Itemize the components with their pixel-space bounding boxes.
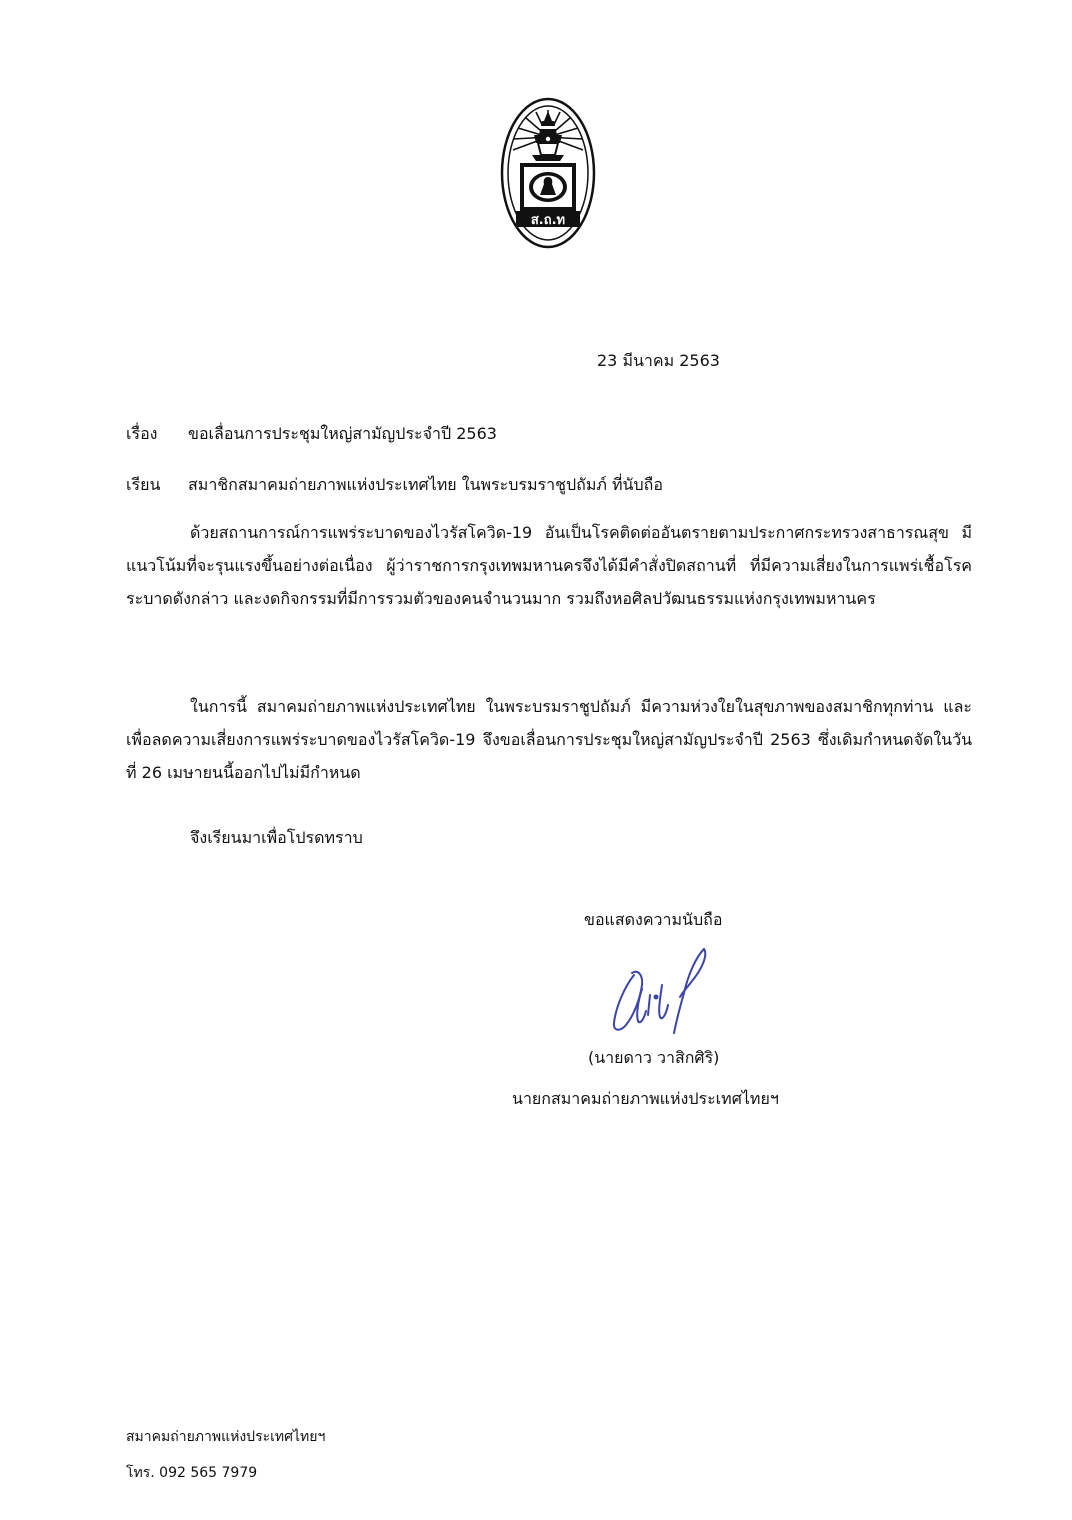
emblem-lettering: ส.ถ.ท [530,213,566,228]
footer-organization: สมาคมถ่ายภาพแห่งประเทศไทยฯ [126,1429,326,1445]
footer-phone: โทร. 092 565 7979 [126,1465,258,1481]
association-emblem-icon [500,97,596,249]
recipient-line [126,473,663,498]
recipient-label: เรียน [126,475,161,494]
body-paragraph-1: ด้วยสถานการณ์การแพร่ระบาดของไวรัสโควิด-19 อันเป็นโรคติดต่ออันตรายตามประกาศกระทรวงสาธารณสุข มีแนวโน้มที่จะรุนแรงขึ้นอย่างต่อเนื่อง ผู้ว่าราชการกรุงเทพมหานครจึงได้มีคำสั่งปิดสถานที่ ที่มีความเสี่ยงในการแพร่เชื้อโรคระบาดดังกล่าว และงดกิจกรรมที่มีการรวมตัวของคนจำนวนมาก รวมถึงหอศิลปวัฒนธรรมแห่งกรุงเทพมหานคร [126,523,972,608]
subject-text: ขอเลื่อนการประชุมใหญ่สามัญประจำปี 2563 [188,424,497,443]
signer-name: (นายดาว วาสิกศิริ) [588,1048,720,1067]
subject-label: เรื่อง [126,424,158,443]
regards-text: ขอแสดงความนับถือ [584,910,723,929]
handwritten-signature-icon [604,945,720,1037]
recipient-text: สมาชิกสมาคมถ่ายภาพแห่งประเทศไทย ในพระบรมราชูปถัมภ์ ที่นับถือ [188,475,663,494]
subject-line [126,422,497,447]
closing-line: จึงเรียนมาเพื่อโปรดทราบ [190,828,363,847]
letter-date: 23 มีนาคม 2563 [597,351,720,370]
body-paragraph-2: ในการนี้ สมาคมถ่ายภาพแห่งประเทศไทย ในพระบรมราชูปถัมภ์ มีความห่วงใยในสุขภาพของสมาชิกทุกท่าน และเพื่อลดความเสี่ยงการแพร่ระบาดของไวรัสโควิด-19 จึงขอเลื่อนการประชุมใหญ่สามัญประจำปี 2563 ซึ่งเดิมกำหนดจัดในวันที่ 26 เมษายนนี้ออกไปไม่มีกำหนด [126,697,972,782]
signer-title: นายกสมาคมถ่ายภาพแห่งประเทศไทยฯ [512,1089,779,1108]
